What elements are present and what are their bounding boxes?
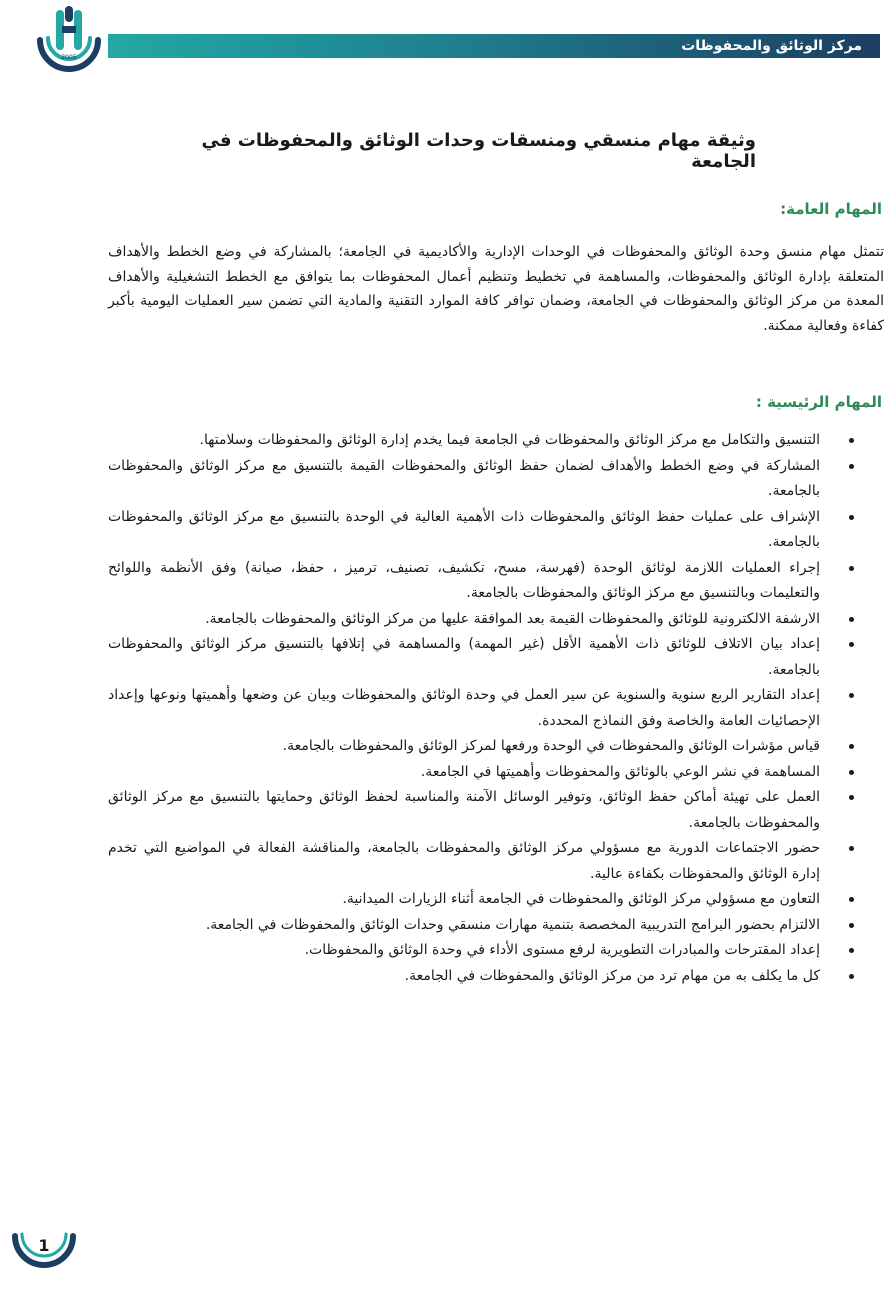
bullet-icon — [849, 744, 854, 749]
task-item: العمل على تهيئة أماكن حفظ الوثائق، وتوفير الوسائل الآمنة والمناسبة لحفظ الوثائق وحمايتها بالتنسيق مع مركز الوثائق والمحفوظات بالجامعة. — [108, 785, 888, 836]
document-title: وثيقة مهام منسقي ومنسقات وحدات الوثائق والمحفوظات في الجامعة — [201, 130, 756, 172]
bullet-icon — [849, 846, 854, 851]
bullet-icon — [849, 693, 854, 698]
bullet-icon — [849, 795, 854, 800]
bullet-icon — [849, 897, 854, 902]
task-item: إجراء العمليات اللازمة لوثائق الوحدة (فهرسة، مسح، تكشيف، تصنيف، ترميز ، حفظ، صيانة) وفق الأنظمة واللوائح والتعليمات وبالتنسيق مع مركز الوثائق والمحفوظات بالجامعة. — [108, 556, 888, 607]
bullet-icon — [849, 923, 854, 928]
bullet-icon — [849, 464, 854, 469]
bullet-icon — [849, 566, 854, 571]
task-item: إعداد بيان الاتلاف للوثائق ذات الأهمية الأقل (غير المهمة) والمساهمة في إتلافها بالتنسيق مركز الوثائق والمحفوظات بالجامعة. — [108, 632, 888, 683]
bullet-icon — [849, 515, 854, 520]
task-item: الالتزام بحضور البرامج التدريبية المخصصة بتنمية مهارات منسقي وحدات الوثائق والمحفوظات في الجامعة. — [108, 913, 888, 939]
task-item: إعداد المقترحات والمبادرات التطويرية لرفع مستوى الأداء في وحدة الوثائق والمحفوظات. — [108, 938, 888, 964]
task-item: الإشراف على عمليات حفظ الوثائق والمحفوظات ذات الأهمية العالية في الوحدة بالتنسيق مع مركز الوثائق والمحفوظات بالجامعة. — [108, 505, 888, 556]
bullet-icon — [849, 770, 854, 775]
main-tasks-heading: المهام الرئيسية : — [755, 393, 882, 411]
bullet-icon — [849, 974, 854, 979]
task-item: إعداد التقارير الربع سنوية والسنوية عن سير العمل في وحدة الوثائق والمحفوظات وبيان عن وضعها وأهميتها ونوعها وإعداد الإحصائيات العامة والخاصة وفق النماذج المحددة. — [108, 683, 888, 734]
center-name: مركز الوثائق والمحفوظات — [681, 38, 862, 54]
bullet-icon — [849, 642, 854, 647]
logo-year: 2005 — [61, 54, 77, 61]
university-logo-icon — [34, 6, 104, 78]
task-item: حضور الاجتماعات الدورية مع مسؤولي مركز الوثائق والمحفوظات بالجامعة، والمناقشة الفعالة في المواضيع التي تخدم إدارة الوثائق والمحفوظات بكفاءة عالية. — [108, 836, 888, 887]
task-item: التنسيق والتكامل مع مركز الوثائق والمحفوظات في الجامعة فيما يخدم إدارة الوثائق والمحفوظات وسلامتها. — [108, 428, 888, 454]
task-item: المشاركة في وضع الخطط والأهداف لضمان حفظ الوثائق والمحفوظات القيمة بالتنسيق مع مركز الوثائق والمحفوظات بالجامعة. — [108, 454, 888, 505]
bullet-icon — [849, 948, 854, 953]
bullet-icon — [849, 617, 854, 622]
header-bar — [108, 34, 880, 58]
task-item: التعاون مع مسؤولي مركز الوثائق والمحفوظات في الجامعة أثناء الزيارات الميدانية. — [108, 887, 888, 913]
page-number: 1 — [38, 1236, 50, 1255]
bullet-icon — [849, 438, 854, 443]
main-tasks-list — [108, 428, 888, 989]
general-tasks-text: تتمثل مهام منسق وحدة الوثائق والمحفوظات في الوحدات الإدارية والأكاديمية في الجامعة؛ بالمشاركة في وضع الخطط والأهداف المتعلقة بإدارة الوثائق والمحفوظات، والمساهمة في تخطيط وتنظيم أعمال المحفوظات بما يتوافق مع الخطط التشغيلية والأهداف المعدة من مركز الوثائق والمحفوظات في الجامعة، وضمان توافر كافة الموارد التقنية والمادية التي تضمن سير العمليات اليومية بأكبر كفاءة وفعالية ممكنة. — [108, 244, 884, 334]
task-item: كل ما يكلف به من مهام ترد من مركز الوثائق والمحفوظات في الجامعة. — [108, 964, 888, 990]
task-item: قياس مؤشرات الوثائق والمحفوظات في الوحدة ورفعها لمركز الوثائق والمحفوظات بالجامعة. — [108, 734, 888, 760]
task-item: المساهمة في نشر الوعي بالوثائق والمحفوظات وأهميتها في الجامعة. — [108, 760, 888, 786]
general-tasks-heading: المهام العامة: — [780, 200, 882, 218]
task-item: الارشفة الالكترونية للوثائق والمحفوظات القيمة بعد الموافقة عليها من مركز الوثائق والمحفوظات بالجامعة. — [108, 607, 888, 633]
